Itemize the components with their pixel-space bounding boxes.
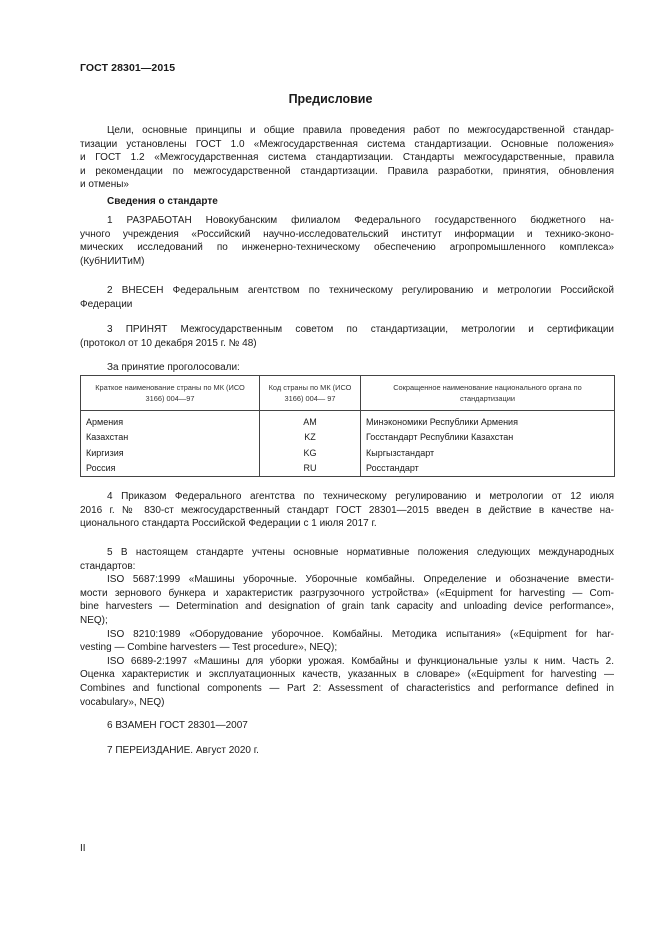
item-4-paragraph (80, 490, 614, 531)
page-number: II (80, 843, 86, 854)
country-cell: Киргизия (81, 445, 260, 461)
text-line: ISO 6689-2:1997 «Машины для уборки урожая. Комбайны и функциональные узлы к ним. Часть 2. (107, 655, 614, 667)
table-row (81, 461, 615, 477)
text-line: bine harvesters — Determination and designation of grain tank capacity and unloading device performance», (80, 601, 614, 613)
country-cell: Армения (81, 411, 260, 430)
text-line: учного учреждения «Российский научно-исследовательский институт информации и технико-эконо- (80, 228, 614, 240)
text-line: и ГОСТ 1.2 «Межгосударственная система стандартизации. Стандарты межгосударственные, правила (80, 152, 614, 164)
text-line: мических исследований по инженерно-техническому обеспечению агропромышленного комплекса» (80, 242, 614, 254)
body-cell: Росстандарт (361, 461, 615, 477)
voted-label (80, 361, 614, 375)
item-6-paragraph (80, 719, 614, 733)
text-line: ISO 5687:1999 «Машины уборочные. Уборочные комбайны. Определение и обозначение вмести- (107, 574, 614, 586)
text-line: (КубНИИТиМ) (80, 255, 145, 267)
country-cell: Россия (81, 461, 260, 477)
text-line: 2016 г. № 830-ст межгосударственный стандарт ГОСТ 28301—2015 введен в действие в качестве на- (80, 504, 614, 516)
text-line: vocabulary», NEQ) (80, 696, 165, 708)
country-cell: Казахстан (81, 430, 260, 446)
text-line: 5 В настоящем стандарте учтены основные нормативные положения следующих международных (107, 547, 614, 558)
item-5-paragraph (80, 546, 614, 709)
code-cell: AM (260, 411, 361, 430)
text-line: За принятие проголосовали: (107, 362, 240, 373)
text-line: и отмены» (80, 179, 129, 191)
body-cell: Госстандарт Республики Казахстан (361, 430, 615, 446)
text-line: ISO 8210:1989 «Оборудование уборочное. Комбайны. Методика испытания» («Equipment for har- (107, 628, 614, 640)
voting-countries-table (80, 375, 615, 477)
intro-paragraph (80, 124, 614, 192)
code-cell: KZ (260, 430, 361, 446)
table-row (81, 411, 615, 430)
table-row (81, 445, 615, 461)
text-line: vesting — Combine harvesters — Test procedure», NEQ); (80, 642, 338, 654)
text-line: 3 ПРИНЯТ Межгосударственным советом по стандартизации, метрологии и сертификации (107, 324, 614, 335)
code-cell: RU (260, 461, 361, 477)
text-line: 1 РАЗРАБОТАН Новокубанским филиалом Федерального государственного бюджетного на- (107, 215, 614, 226)
text-line: (протокол от 10 декабря 2015 г. № 48) (80, 337, 257, 349)
code-cell: KG (260, 445, 361, 461)
section-title: Сведения о стандарте (107, 196, 218, 207)
column-header-country: Краткое наименование страны по МК (ИСО 3166) 004—97 (81, 376, 260, 411)
text-line: тизации установлены ГОСТ 1.0 «Межгосударственная система стандартизации. Основные положения» (80, 138, 614, 150)
text-line: Combines and functional components — Part 2: Assessment of characteristics and performance defined in (80, 682, 614, 694)
text-line: NEQ); (80, 614, 108, 626)
table-row (81, 430, 615, 446)
item-7-paragraph (80, 744, 614, 758)
text-line: 2 ВНЕСЕН Федеральным агентством по техническому регулированию и метрологии Российской (107, 285, 614, 296)
text-line: 7 ПЕРЕИЗДАНИЕ. Август 2020 г. (107, 745, 259, 756)
body-cell: Кыргызстандарт (361, 445, 615, 461)
body-cell: Минэкономики Республики Армения (361, 411, 615, 430)
text-line: Оценка характеристик и эксплуатационных качеств, указанных в словаре» («Equipment for harvesting — (80, 669, 614, 681)
page-title: Предисловие (288, 92, 373, 106)
text-line: 4 Приказом Федерального агентства по техническому регулированию и метрологии от 12 июля (107, 491, 614, 502)
column-header-body: Сокращенное наименование национального органа по стандартизации (361, 376, 615, 411)
text-line: 6 ВЗАМЕН ГОСТ 28301—2007 (107, 720, 248, 731)
document-id-header: ГОСТ 28301—2015 (80, 62, 176, 74)
item-1-paragraph (80, 214, 614, 268)
table-header-row (81, 376, 615, 411)
text-line: Цели, основные принципы и общие правила проведения работ по межгосударственной стандар- (107, 125, 614, 136)
text-line: стандартов: (80, 560, 136, 572)
item-2-paragraph (80, 284, 614, 311)
text-line: мости зернового бункера и характеристик разгрузочного устройства» («Equipment for harvesting — Com- (80, 587, 614, 599)
item-3-paragraph (80, 323, 614, 350)
column-header-code: Код страны по МК (ИСО 3166) 004— 97 (260, 376, 361, 411)
text-line: Федерации (80, 298, 133, 310)
text-line: ционального стандарта Российской Федерации с 1 июля 2017 г. (80, 518, 377, 530)
text-line: и рекомендации по межгосударственной стандартизации. Правила разработки, принятия, обновления (80, 165, 614, 177)
